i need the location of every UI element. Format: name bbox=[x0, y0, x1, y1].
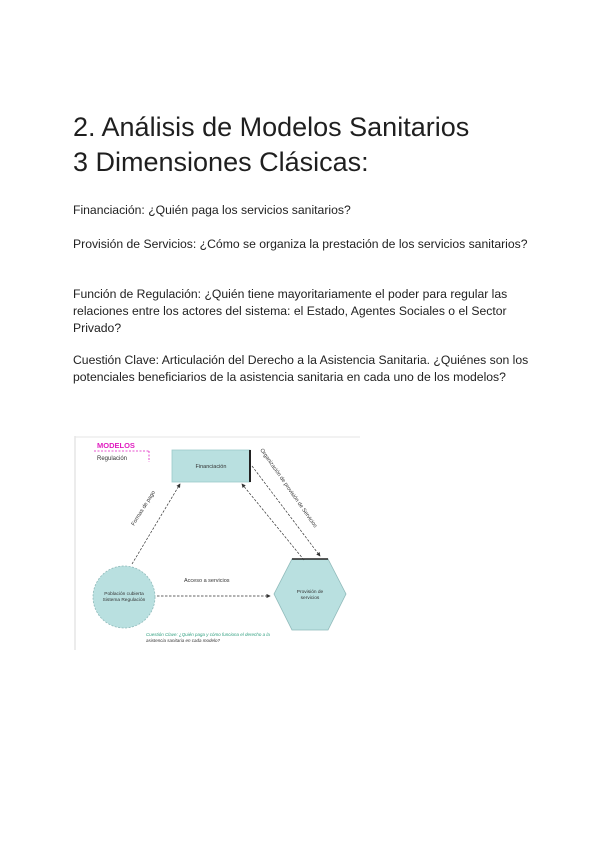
diagram-svg bbox=[74, 436, 360, 650]
payment-arrow-label: Formas de pago bbox=[130, 489, 157, 528]
population-circle bbox=[93, 566, 155, 628]
payment-arrow bbox=[132, 484, 180, 564]
diagram-caption-2: asistencia sanitaria en cada modelo? bbox=[146, 638, 221, 643]
population-circle-label-1: Población cubierta bbox=[104, 592, 144, 597]
paragraph-regulacion: Función de Regulación: ¿Quién tiene mayoritariamente el poder para regular las relaciones entre los actores del sistema: el Estado, Agentes Sociales o el Sector Privado? bbox=[73, 287, 508, 335]
access-arrow-label: Acceso a servicios bbox=[184, 578, 230, 584]
provision-arrow-label: Organización de provisión de Servicios bbox=[258, 447, 318, 530]
provision-hexagon-label-1: Provisión de bbox=[296, 590, 324, 595]
diagram-subheader: Regulación bbox=[97, 456, 128, 462]
page-title: 2. Análisis de Modelos Sanitarios bbox=[73, 112, 470, 142]
paragraph-provision: Provisión de Servicios: ¿Cómo se organiza la prestación de los servicios sanitarios? bbox=[73, 237, 528, 251]
diagram-caption-1: Cuestión Clave: ¿Quién paga y cómo funciona el derecho a la bbox=[146, 632, 270, 637]
provision-hexagon-label-2: servicios bbox=[300, 596, 320, 601]
health-models-diagram bbox=[74, 436, 360, 650]
paragraph-cuestion-clave: Cuestión Clave: Articulación del Derecho a la Asistencia Sanitaria. ¿Quiénes son los potenciales beneficiarios de la asistencia sanitaria en cada uno de los modelos? bbox=[73, 353, 529, 384]
page-subtitle: 3 Dimensiones Clásicas: bbox=[73, 147, 369, 177]
population-circle-label-2: Sistema Regulación bbox=[102, 598, 146, 603]
paragraph-financiacion: Financiación: ¿Quién paga los servicios sanitarios? bbox=[73, 203, 351, 217]
diagram-header: MODELOS bbox=[97, 441, 135, 450]
financing-box-label: Financiación bbox=[195, 464, 227, 470]
